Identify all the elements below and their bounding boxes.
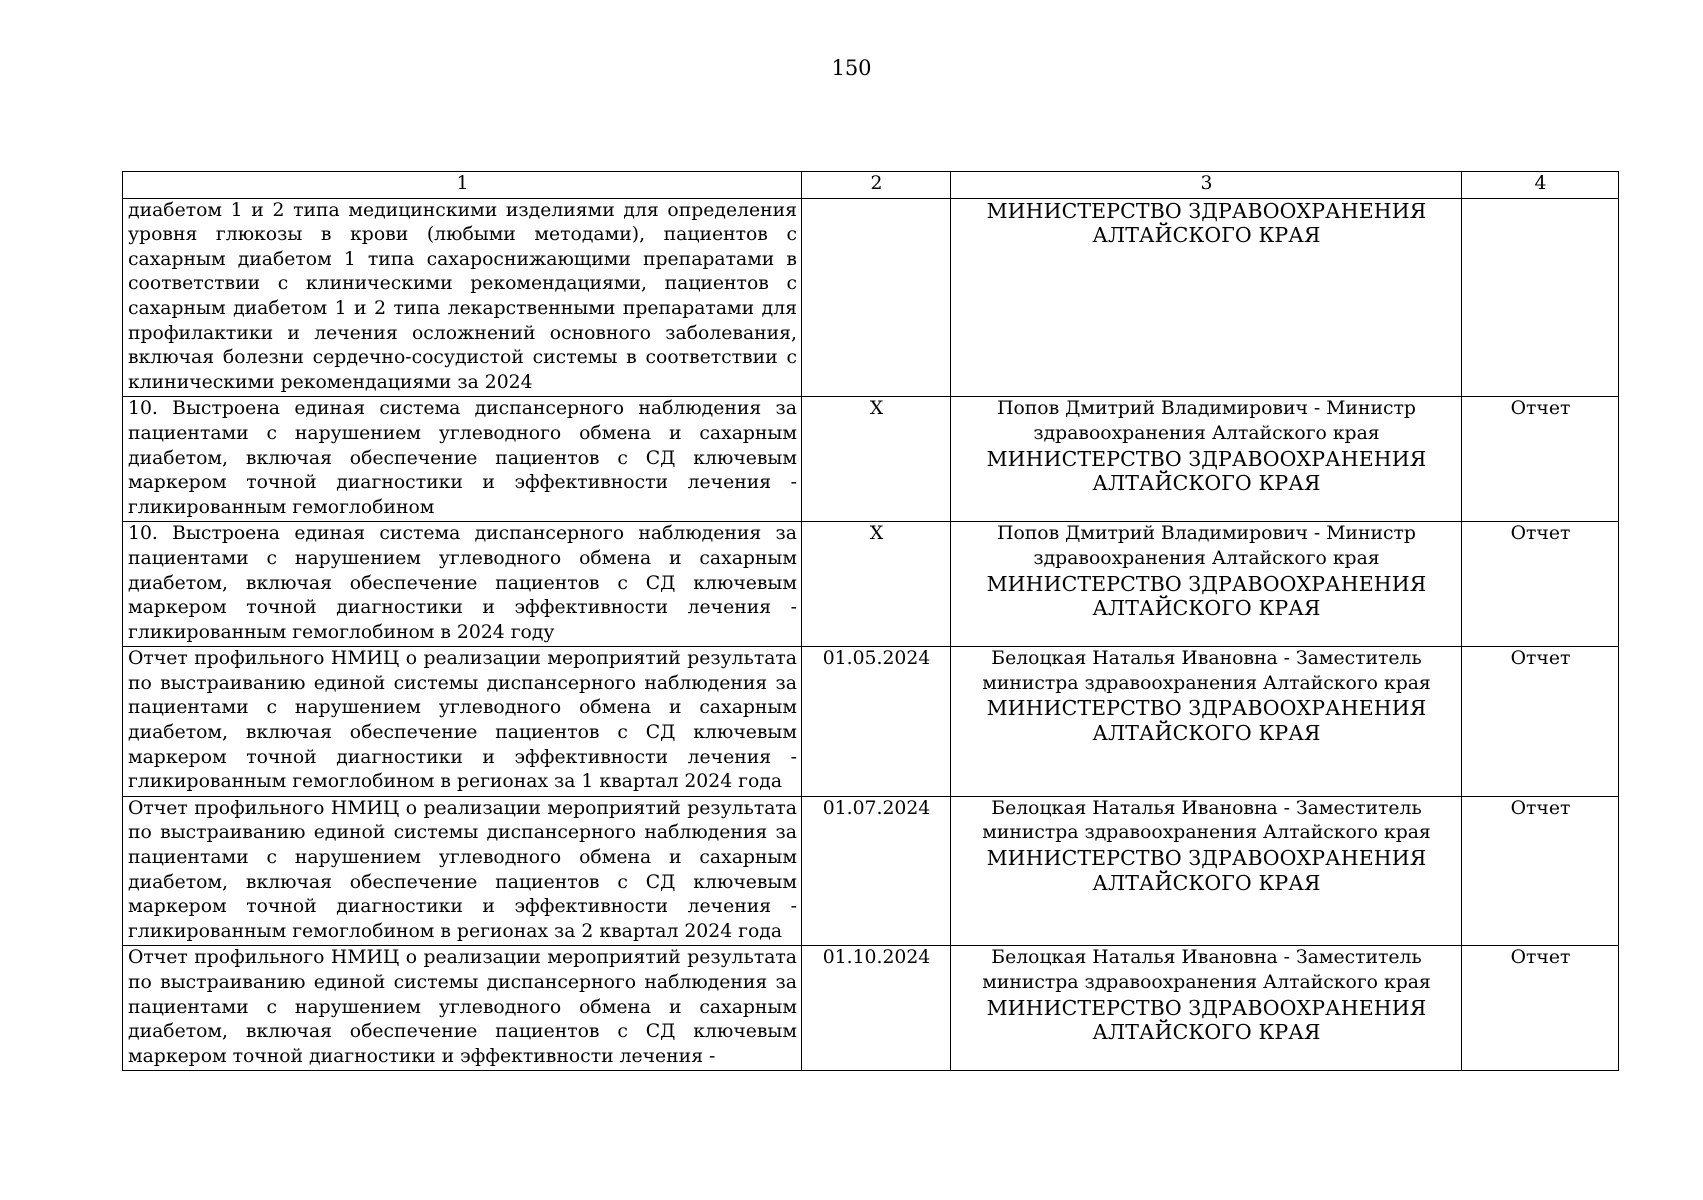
event-description: диабетом 1 и 2 типа медицинскими изделиями для определения уровня глюкозы в крови (любыми методами), пациентов с сахарным диабетом 1 типа сахароснижающими препаратами в соответствии с клиническими рекомендациями, пациентов с сахарным диабетом 1 и 2 типа лекарственными препаратами для профилактики и лечения осложнений основного заболевания, включая болезни сердечно-сосудистой системы в соответствии с клиническими рекомендациями за 2024: [123, 198, 802, 397]
responsible-person: Белоцкая Наталья Ивановна - Заместитель министра здравоохранения Алтайского края: [982, 797, 1431, 844]
responsible-cell: [951, 198, 1462, 397]
table-header-row: [123, 172, 1619, 199]
responsible-organization: МИНИСТЕРСТВО ЗДРАВООХРАНЕНИЯ АЛТАЙСКОГО КРАЯ: [986, 696, 1427, 746]
header-col-1: 1: [123, 172, 802, 199]
responsible-cell: [951, 796, 1462, 946]
page-number: 150: [831, 56, 872, 80]
responsible-organization: МИНИСТЕРСТВО ЗДРАВООХРАНЕНИЯ АЛТАЙСКОГО КРАЯ: [986, 198, 1427, 248]
event-description: 10. Выстроена единая система диспансерного наблюдения за пациентами с нарушением углеводного обмена и сахарным диабетом, включая обеспечение пациентов с СД ключевым маркером точной диагностики и эффективности лечения - гликированным гемоглобином в 2024 году: [123, 522, 802, 647]
term-date: 01.07.2024: [802, 796, 951, 946]
responsible-person: Белоцкая Наталья Ивановна - Заместитель министра здравоохранения Алтайского края: [982, 947, 1431, 993]
event-description: Отчет профильного НМИЦ о реализации мероприятий результата по выстраиванию единой системы диспансерного наблюдения за пациентами с нарушением углеводного обмена и сахарным диабетом, включая обеспечение пациентов с СД ключевым маркером точной диагностики и эффективности лечения - гликированным гемоглобином в регионах за 2 квартал 2024 года: [123, 796, 802, 946]
report-type: Отчет: [1462, 796, 1619, 946]
table-row: [123, 198, 1619, 397]
term-date: 01.05.2024: [802, 647, 951, 797]
header-col-3: 3: [951, 172, 1462, 199]
report-type: Отчет: [1462, 522, 1619, 647]
term-date: 01.10.2024: [802, 946, 951, 1071]
responsible-person: Попов Дмитрий Владимирович - Министр здравоохранения Алтайского края: [997, 523, 1416, 569]
responsible-cell: [951, 397, 1462, 522]
term-date: X: [802, 522, 951, 647]
responsible-cell: [951, 647, 1462, 797]
header-col-4: 4: [1462, 172, 1619, 199]
table-row: [123, 796, 1619, 946]
event-description: 10. Выстроена единая система диспансерного наблюдения за пациентами с нарушением углеводного обмена и сахарным диабетом, включая обеспечение пациентов с СД ключевым маркером точной диагностики и эффективности лечения - гликированным гемоглобином: [123, 397, 802, 522]
term-date: X: [802, 397, 951, 522]
responsible-organization: МИНИСТЕРСТВО ЗДРАВООХРАНЕНИЯ АЛТАЙСКОГО КРАЯ: [986, 571, 1427, 621]
report-type: Отчет: [1462, 946, 1619, 1071]
responsible-cell: [951, 946, 1462, 1071]
table-row: [123, 946, 1619, 1071]
header-col-2: 2: [802, 172, 951, 199]
responsible-person: Попов Дмитрий Владимирович - Министр здравоохранения Алтайского края: [997, 398, 1416, 444]
table-row: [123, 522, 1619, 647]
table-row: [123, 647, 1619, 797]
event-description: Отчет профильного НМИЦ о реализации мероприятий результата по выстраиванию единой системы диспансерного наблюдения за пациентами с нарушением углеводного обмена и сахарным диабетом, включая обеспечение пациентов с СД ключевым маркером точной диагностики и эффективности лечения -: [123, 946, 802, 1071]
responsible-organization: МИНИСТЕРСТВО ЗДРАВООХРАНЕНИЯ АЛТАЙСКОГО КРАЯ: [986, 846, 1427, 895]
responsible-organization: МИНИСТЕРСТВО ЗДРАВООХРАНЕНИЯ АЛТАЙСКОГО КРАЯ: [986, 995, 1427, 1045]
plan-table: [122, 171, 1619, 1071]
event-description: Отчет профильного НМИЦ о реализации мероприятий результата по выстраиванию единой системы диспансерного наблюдения за пациентами с нарушением углеводного обмена и сахарным диабетом, включая обеспечение пациентов с СД ключевым маркером точной диагностики и эффективности лечения - гликированным гемоглобином в регионах за 1 квартал 2024 года: [123, 647, 802, 797]
report-type: Отчет: [1462, 397, 1619, 522]
responsible-cell: [951, 522, 1462, 647]
term-date: [802, 198, 951, 397]
report-type: [1462, 198, 1619, 397]
responsible-person: Белоцкая Наталья Ивановна - Заместитель министра здравоохранения Алтайского края: [982, 648, 1431, 694]
responsible-organization: МИНИСТЕРСТВО ЗДРАВООХРАНЕНИЯ АЛТАЙСКОГО КРАЯ: [986, 446, 1427, 496]
report-type: Отчет: [1462, 647, 1619, 797]
table-row: [123, 397, 1619, 522]
